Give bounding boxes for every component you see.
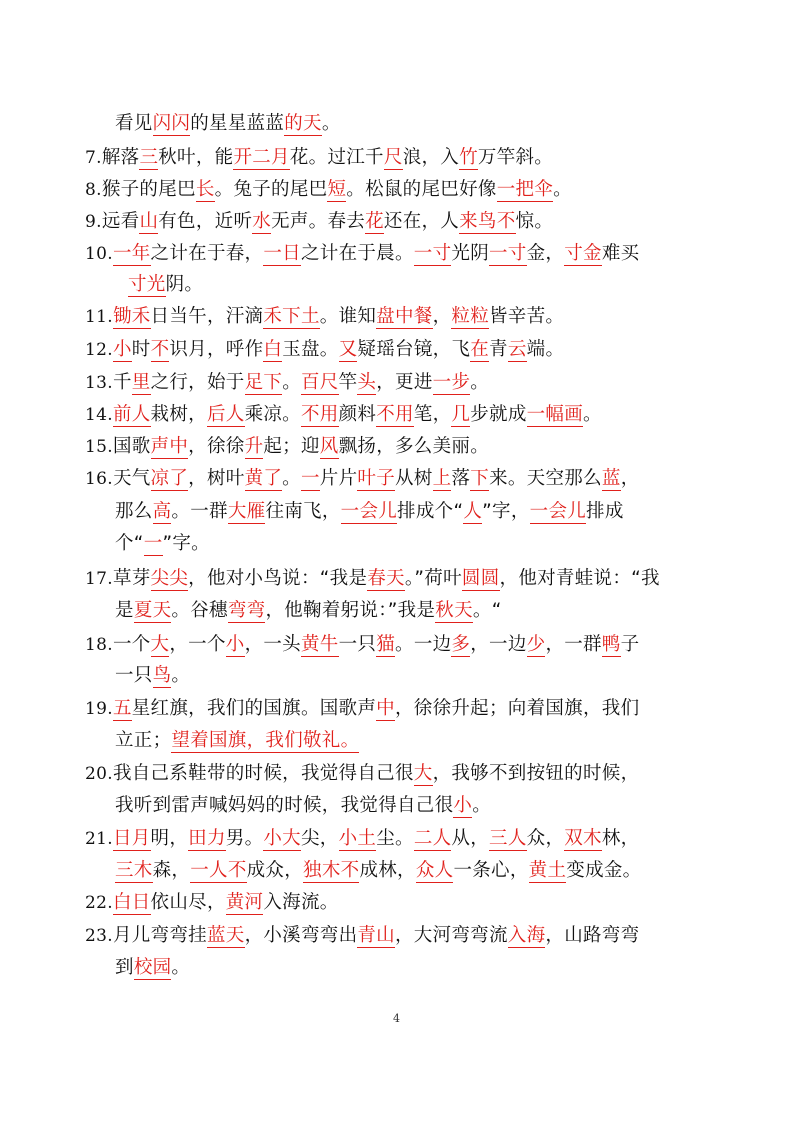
item-number: 19. [85,699,113,719]
answer-highlight: 鸭 [601,634,621,655]
answer-highlight: 三人 [489,828,527,849]
text-line [85,467,640,491]
line-text: 片片 [319,468,358,489]
answer-highlight: 鸟 [152,665,172,686]
answer-highlight: 一年 [112,243,151,264]
answer-highlight: 短 [327,179,347,200]
line-text: 男。 [225,828,264,849]
answer-highlight: 上 [432,468,452,489]
line-text: 玉盘。 [282,339,339,360]
answer-highlight: 尺 [383,147,403,168]
answer-highlight: 后人 [206,404,245,425]
answer-highlight: 竹 [459,147,478,168]
line-text: 从树 [395,468,433,489]
item-number: 7. [85,148,102,168]
answer-highlight: 寸光 [128,274,166,295]
line-text: 无声。春去 [271,211,366,232]
line-text: 。 [171,957,191,978]
line-text: ， [620,468,640,489]
answer-highlight: 一人不 [190,860,247,881]
answer-highlight: 头 [357,372,377,393]
answer-highlight: 黄了 [244,468,283,489]
answer-highlight: 弯弯 [227,600,266,621]
answer-highlight: 圆圆 [461,568,500,589]
line-text: 。”荷叶 [404,568,462,589]
answer-highlight: 双木 [564,828,602,849]
answer-highlight: 青山 [357,925,395,946]
answer-highlight: 锄禾 [112,306,151,327]
answer-highlight: 一会儿 [529,501,587,522]
line-text: 栽树， [150,404,207,425]
line-text: 。 [553,179,572,200]
line-text: ，树叶 [188,468,245,489]
line-text: 那么 [115,501,153,522]
line-text: 国歌 [112,436,151,457]
item-number: 15. [85,437,113,457]
line-text: 难买 [601,243,640,264]
line-text: ”字， [482,501,530,522]
answer-highlight: 一步 [432,372,471,393]
answer-highlight: 夏天 [133,600,172,621]
text-line [115,664,190,688]
line-text: 我听到雷声喊妈妈的时候，我觉得自己很 [115,795,454,816]
line-text: 众， [526,828,565,849]
line-text: 。一边 [395,634,452,655]
line-text: 成林， [359,860,416,881]
answer-highlight: 少 [526,634,546,655]
answer-highlight: 田力 [188,828,226,849]
answer-highlight: 花 [365,211,384,232]
text-line [115,599,502,623]
line-text: ，更进 [376,372,433,393]
item-number: 20. [85,764,113,784]
answer-highlight: 声中 [150,436,189,457]
line-text: 日当午，汗滴 [150,306,264,327]
answer-highlight: 足下 [244,372,283,393]
item-number: 10. [85,244,113,264]
line-text: 笔， [413,404,452,425]
line-text: 之计在于晨。 [300,243,414,264]
line-text: 花。过江千 [289,147,384,168]
line-text: 看见 [115,113,153,134]
line-text: 。一群 [171,501,228,522]
line-text: 一条心， [453,860,529,881]
answer-highlight: 二人 [413,828,452,849]
text-line [85,435,489,459]
line-text: 尖， [300,828,339,849]
answer-highlight: 闪闪 [152,113,191,134]
line-text: ，大河弯弯流 [394,925,508,946]
line-text: ”字。 [162,533,210,554]
line-text: 。兔子的尾巴 [214,179,328,200]
line-text: 浪，入 [402,147,460,168]
line-text: 万竿斜。 [477,147,554,168]
answer-highlight: 长 [195,179,215,200]
line-text: 尘。 [376,828,414,849]
answer-highlight: 凉了 [150,468,189,489]
line-text: ，他鞠着躬说：”我是 [265,600,436,621]
line-text: 往南飞， [265,501,341,522]
line-text: 。 [321,113,341,134]
answer-highlight: 里 [131,372,151,393]
answer-highlight: 不用 [300,404,339,425]
line-text: 我自己系鞋带的时候，我觉得自己很 [112,763,414,784]
line-text: 月儿弯弯挂 [112,925,207,946]
line-text: 青 [489,339,508,360]
text-line [85,338,564,362]
line-text: 。松鼠的尾巴好像 [346,179,497,200]
answer-highlight: 入海 [507,925,546,946]
answer-highlight: 众人 [415,860,454,881]
answer-highlight: 风 [319,436,339,457]
text-line [85,242,639,266]
line-text: 疑瑶台镜，飞 [357,339,471,360]
line-text: 千 [112,372,132,393]
line-text: 明， [150,828,189,849]
answer-highlight: 寸金 [564,243,602,264]
answer-highlight: 大 [150,634,170,655]
line-text: 时 [131,339,151,360]
answer-highlight: 一 [300,468,320,489]
text-line [85,891,339,915]
line-text: 一只 [115,665,153,686]
answer-highlight: 白 [263,339,283,360]
item-number: 14. [85,405,113,425]
answer-highlight: 蓝 [601,468,621,489]
text-line [85,305,564,329]
line-text: 成众， [246,860,304,881]
item-number: 12. [85,340,113,360]
answer-highlight: 白日 [112,892,151,913]
text-line [85,371,489,395]
line-text: 阴。 [165,274,204,295]
line-text: 到 [115,957,134,978]
line-text: 入海流。 [263,892,339,913]
item-number: 9. [85,212,102,232]
line-text: 的星星蓝蓝 [190,113,285,134]
line-text: 步就成 [470,404,527,425]
text-line [85,924,639,948]
answer-highlight: 来鸟不 [459,211,516,232]
answer-highlight: 大雁 [227,501,266,522]
line-text: ，一边 [470,634,527,655]
line-text: 。 [472,795,492,816]
answer-highlight: 五 [112,698,132,719]
line-text: ，徐徐 [188,436,245,457]
item-number: 23. [85,926,113,946]
answer-highlight: 黄牛 [300,634,339,655]
line-text: 乘凉。 [244,404,301,425]
line-text: 颜料 [338,404,377,425]
answer-highlight: 百尺 [301,372,339,393]
answer-highlight: 高 [152,501,172,522]
answer-highlight: 前人 [112,404,151,425]
line-text: 皆辛苦。 [489,306,565,327]
answer-highlight: 一把伞 [496,179,554,200]
item-number: 21. [85,829,113,849]
line-text: 从， [451,828,490,849]
answer-highlight: 蓝天 [206,925,245,946]
line-text: 林， [601,828,640,849]
line-text: 。 [282,468,301,489]
line-text: 。谁知 [319,306,377,327]
item-number: 8. [85,180,102,200]
line-text: 依山尽， [150,892,226,913]
text-line [85,633,639,657]
line-text: 起；迎 [263,436,320,457]
line-text: 之行，始于 [150,372,245,393]
line-text: 解落 [101,147,140,168]
answer-highlight: 小 [225,634,245,655]
line-text: 。 [583,404,602,425]
answer-highlight: 不用 [376,404,414,425]
answer-highlight: 不 [150,339,170,360]
answer-highlight: 小大 [263,828,301,849]
item-number: 17. [85,569,113,589]
line-text: ， [432,306,452,327]
line-text: 远看 [101,211,140,232]
line-text: ，一个 [169,634,226,655]
line-text: 飘扬，多么美丽。 [338,436,489,457]
answer-highlight: 大 [413,763,433,784]
line-text: 端。 [526,339,565,360]
answer-highlight: 水 [252,211,272,232]
answer-highlight: 一寸 [413,243,452,264]
answer-highlight: 在 [470,339,490,360]
item-number: 22. [85,893,113,913]
line-text: 子 [620,634,640,655]
answer-highlight: 人 [463,501,483,522]
text-line [115,956,190,980]
line-text: 识月，呼作 [169,339,264,360]
line-text: 一只 [338,634,377,655]
line-text: 。 [470,372,490,393]
answer-highlight: 一幅画 [526,404,584,425]
text-line [115,794,491,818]
line-text: 天气 [112,468,151,489]
line-text: 个“ [115,533,144,554]
text-line [85,762,639,786]
line-text: 。“ [472,600,502,621]
answer-highlight: 的天 [284,113,322,134]
answer-highlight: 多 [451,634,471,655]
text-line [115,112,341,136]
answer-highlight: 独木不 [303,860,360,881]
line-text: ，我够不到按钮的时候， [432,763,640,784]
line-text: 。谷穗 [171,600,228,621]
answer-highlight: 盘中餐 [376,306,433,327]
answer-highlight: 中 [376,698,395,719]
line-text: 金， [526,243,565,264]
line-text: ，一群 [545,634,602,655]
answer-highlight: 猫 [376,634,396,655]
line-text: 排成 [586,501,624,522]
text-line [115,859,641,883]
line-text: 之计在于春， [150,243,264,264]
line-text: ，一头 [244,634,301,655]
answer-highlight: 三木 [115,860,153,881]
line-text: 惊。 [515,211,554,232]
answer-highlight: 粒粒 [451,306,489,327]
answer-highlight: 一 [143,533,163,554]
answer-highlight: 小土 [338,828,377,849]
answer-highlight: 升 [244,436,264,457]
line-text: ，山路弯弯 [545,925,640,946]
item-number: 11. [85,307,113,327]
answer-highlight: 一日 [263,243,301,264]
text-line [85,567,660,591]
answer-highlight: 校园 [133,957,172,978]
text-line [115,532,210,556]
text-line [85,146,553,170]
text-line [85,827,639,851]
answer-highlight: 一寸 [489,243,527,264]
line-text: 。 [171,665,191,686]
line-text: 竿 [338,372,358,393]
answer-highlight: 云 [507,339,527,360]
line-text: 草芽 [112,568,151,589]
text-line [115,729,359,753]
page-number: 4 [393,1012,400,1025]
line-text: ，他对青蛙说：“我 [499,568,660,589]
answer-highlight: 山 [139,211,159,232]
answer-highlight: 又 [338,339,358,360]
text-line [85,403,602,427]
text-line [115,500,624,524]
text-line [128,273,203,297]
line-text: 光阴 [451,243,489,264]
answer-highlight: 望着国旗，我们敬礼。 [171,730,360,751]
line-text: 是 [115,600,134,621]
answer-highlight: 叶子 [357,468,396,489]
answer-highlight: 黄土 [528,860,567,881]
item-number: 16. [85,469,113,489]
line-text: 秋叶，能 [158,147,234,168]
line-text: 一个 [112,634,151,655]
answer-highlight: 禾下土 [263,306,320,327]
line-text: ，他对小鸟说：“我是 [188,568,368,589]
answer-highlight: 下 [470,468,490,489]
item-number: 18. [85,635,113,655]
answer-highlight: 小 [453,795,473,816]
line-text: 森， [152,860,191,881]
text-line [85,210,553,234]
answer-highlight: 春天 [367,568,405,589]
line-text: 。 [282,372,301,393]
text-line [85,178,572,202]
answer-highlight: 一会儿 [340,501,398,522]
answer-highlight: 尖尖 [150,568,189,589]
line-text: 排成个“ [397,501,464,522]
line-text: ，小溪弯弯出 [244,925,358,946]
line-text: 星红旗，我们的国旗。国歌声 [131,698,377,719]
line-text: ，徐徐升起；向着国旗，我们 [394,698,640,719]
item-number: 13. [85,373,113,393]
answer-highlight: 小 [112,339,132,360]
line-text: 猴子的尾巴 [101,179,196,200]
answer-highlight: 黄河 [225,892,264,913]
text-line [85,697,639,721]
answer-highlight: 日月 [112,828,151,849]
answer-highlight: 几 [451,404,471,425]
answer-highlight: 开二月 [233,147,290,168]
line-text: 来。天空那么 [489,468,602,489]
answer-highlight: 秋天 [435,600,473,621]
line-text: 变成金。 [566,860,642,881]
line-text: 立正； [115,730,172,751]
line-text: 有色，近听 [158,211,253,232]
answer-highlight: 三 [139,147,159,168]
line-text: 还在，人 [383,211,460,232]
line-text: 落 [451,468,471,489]
